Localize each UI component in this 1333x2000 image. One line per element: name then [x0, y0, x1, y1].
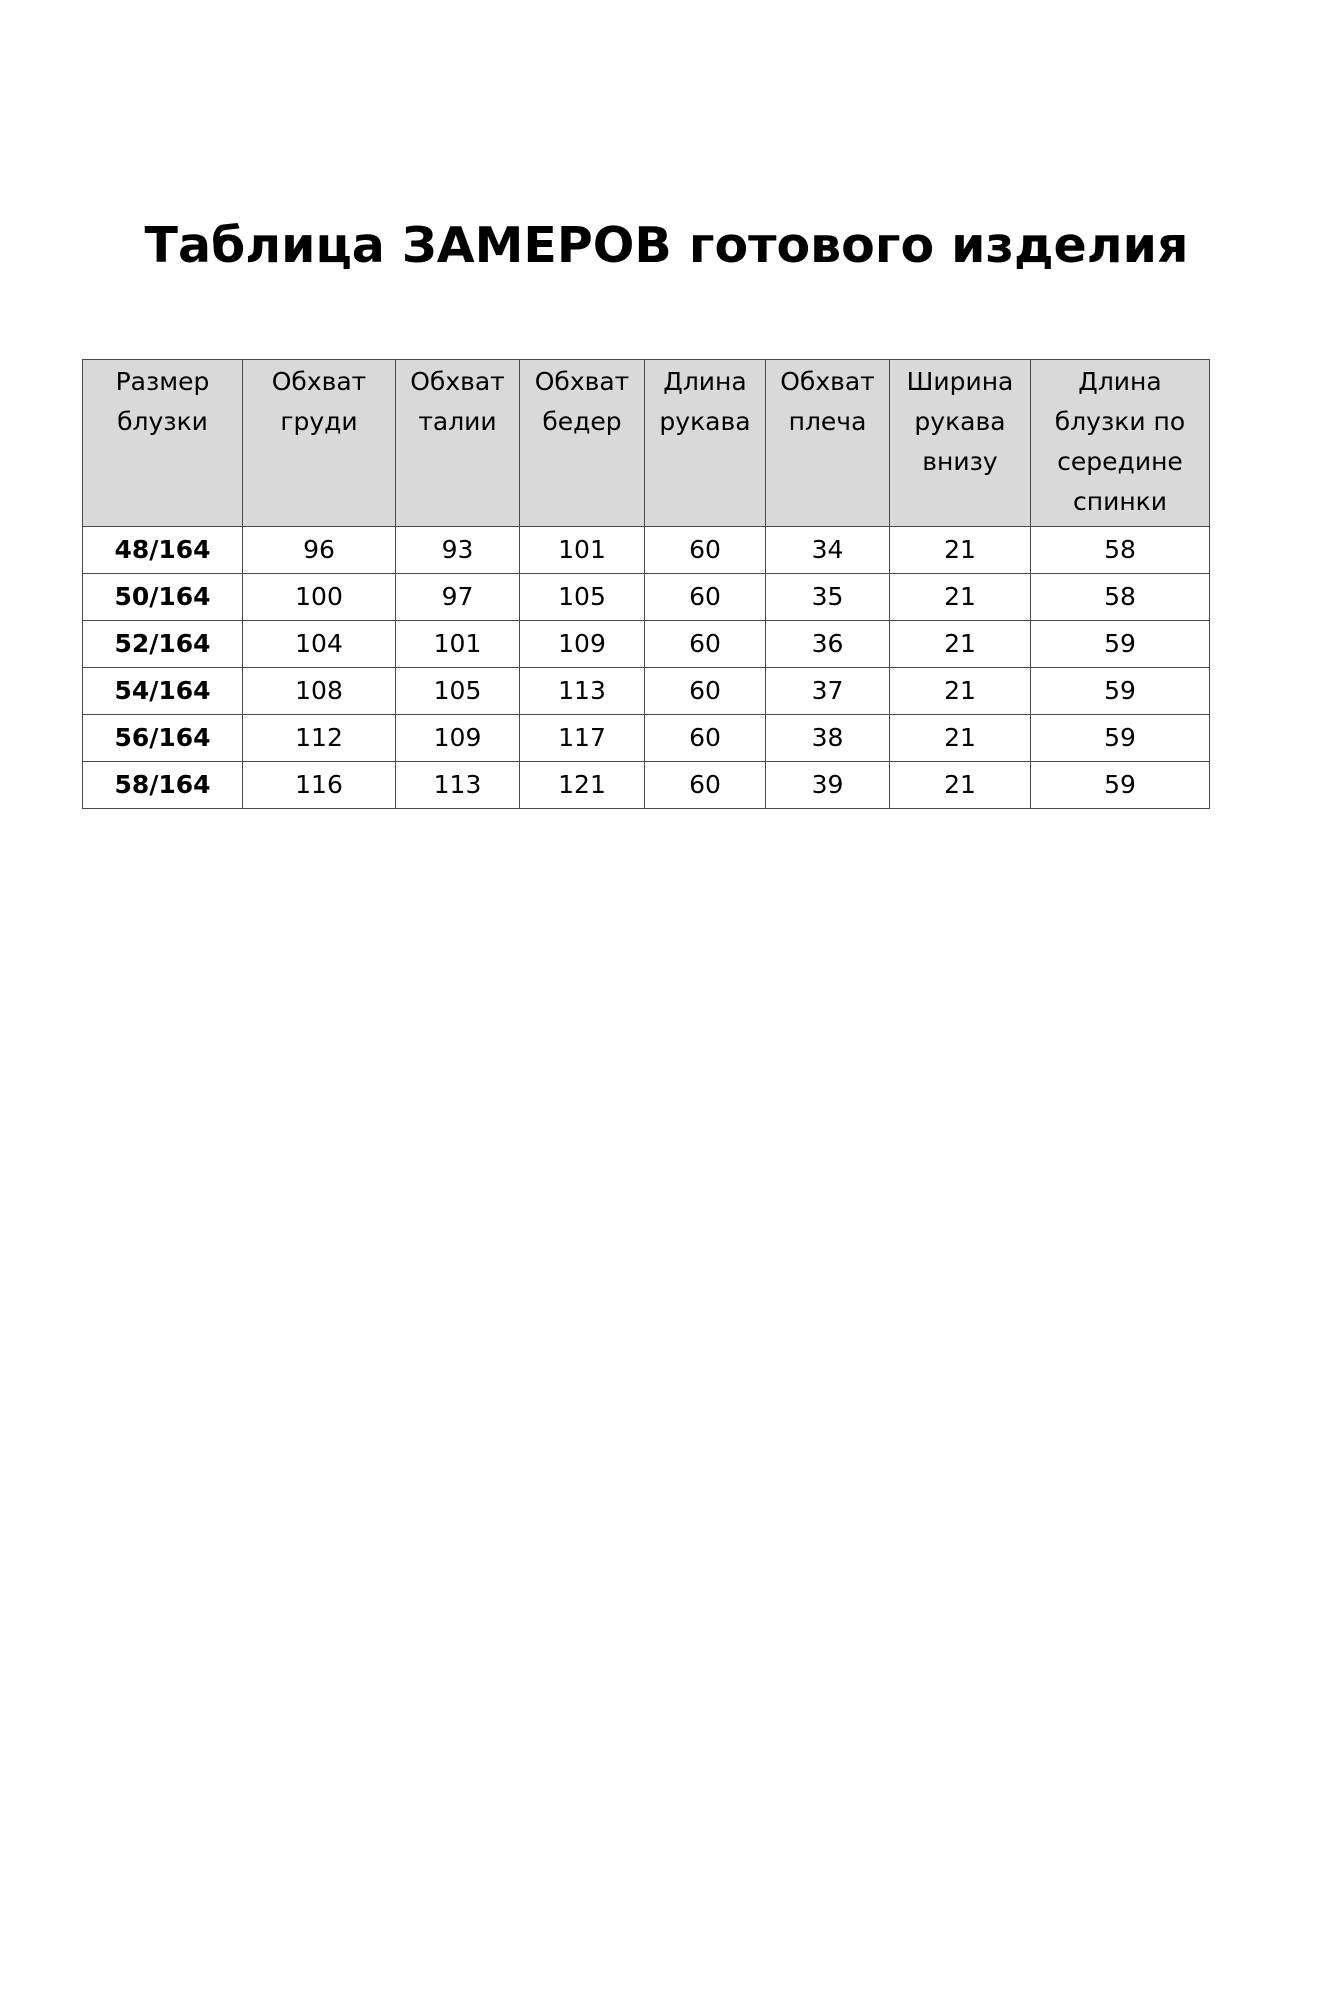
- chest-cell: 104: [243, 621, 396, 668]
- table-row: [83, 762, 1210, 809]
- size-cell: 54/164: [83, 668, 243, 715]
- table-row: [83, 621, 1210, 668]
- hip-cell: 117: [520, 715, 645, 762]
- hip-cell: 121: [520, 762, 645, 809]
- size-cell: 52/164: [83, 621, 243, 668]
- sleeve-length-cell: 60: [645, 621, 766, 668]
- chest-cell: 112: [243, 715, 396, 762]
- hip-cell: 113: [520, 668, 645, 715]
- waist-cell: 105: [396, 668, 520, 715]
- shoulder-cell: 37: [766, 668, 890, 715]
- waist-cell: 97: [396, 574, 520, 621]
- back-length-cell: 59: [1031, 668, 1210, 715]
- sleeve-length-cell: 60: [645, 527, 766, 574]
- table-row: [83, 668, 1210, 715]
- page-title: Таблица ЗАМЕРОВ готового изделия: [144, 216, 1189, 274]
- header-waist-girth: Обхват талии: [396, 360, 520, 527]
- shoulder-cell: 36: [766, 621, 890, 668]
- chest-cell: 108: [243, 668, 396, 715]
- size-cell: 48/164: [83, 527, 243, 574]
- sleeve-length-cell: 60: [645, 574, 766, 621]
- sleeve-width-cell: 21: [890, 621, 1031, 668]
- hip-cell: 101: [520, 527, 645, 574]
- chest-cell: 116: [243, 762, 396, 809]
- sleeve-width-cell: 21: [890, 668, 1031, 715]
- header-sleeve-length: Длина рукава: [645, 360, 766, 527]
- back-length-cell: 59: [1031, 715, 1210, 762]
- shoulder-cell: 35: [766, 574, 890, 621]
- table-row: [83, 715, 1210, 762]
- size-cell: 58/164: [83, 762, 243, 809]
- hip-cell: 105: [520, 574, 645, 621]
- chest-cell: 96: [243, 527, 396, 574]
- waist-cell: 109: [396, 715, 520, 762]
- header-hip-girth: Обхват бедер: [520, 360, 645, 527]
- header-chest-girth: Обхват груди: [243, 360, 396, 527]
- sleeve-length-cell: 60: [645, 715, 766, 762]
- header-blouse-size: Размер блузки: [83, 360, 243, 527]
- table-row: [83, 574, 1210, 621]
- shoulder-cell: 39: [766, 762, 890, 809]
- back-length-cell: 58: [1031, 574, 1210, 621]
- table-header-row: [83, 360, 1210, 527]
- sleeve-width-cell: 21: [890, 762, 1031, 809]
- waist-cell: 113: [396, 762, 520, 809]
- back-length-cell: 58: [1031, 527, 1210, 574]
- back-length-cell: 59: [1031, 762, 1210, 809]
- header-shoulder-girth: Обхват плеча: [766, 360, 890, 527]
- sleeve-width-cell: 21: [890, 574, 1031, 621]
- size-measurements-table: [82, 359, 1210, 809]
- header-sleeve-width-bottom: Ширина рукава внизу: [890, 360, 1031, 527]
- header-back-length: Длина блузки по середине спинки: [1031, 360, 1210, 527]
- waist-cell: 101: [396, 621, 520, 668]
- table-row: [83, 527, 1210, 574]
- size-cell: 56/164: [83, 715, 243, 762]
- sleeve-length-cell: 60: [645, 668, 766, 715]
- chest-cell: 100: [243, 574, 396, 621]
- sleeve-width-cell: 21: [890, 715, 1031, 762]
- hip-cell: 109: [520, 621, 645, 668]
- back-length-cell: 59: [1031, 621, 1210, 668]
- sleeve-length-cell: 60: [645, 762, 766, 809]
- shoulder-cell: 34: [766, 527, 890, 574]
- waist-cell: 93: [396, 527, 520, 574]
- sleeve-width-cell: 21: [890, 527, 1031, 574]
- size-cell: 50/164: [83, 574, 243, 621]
- shoulder-cell: 38: [766, 715, 890, 762]
